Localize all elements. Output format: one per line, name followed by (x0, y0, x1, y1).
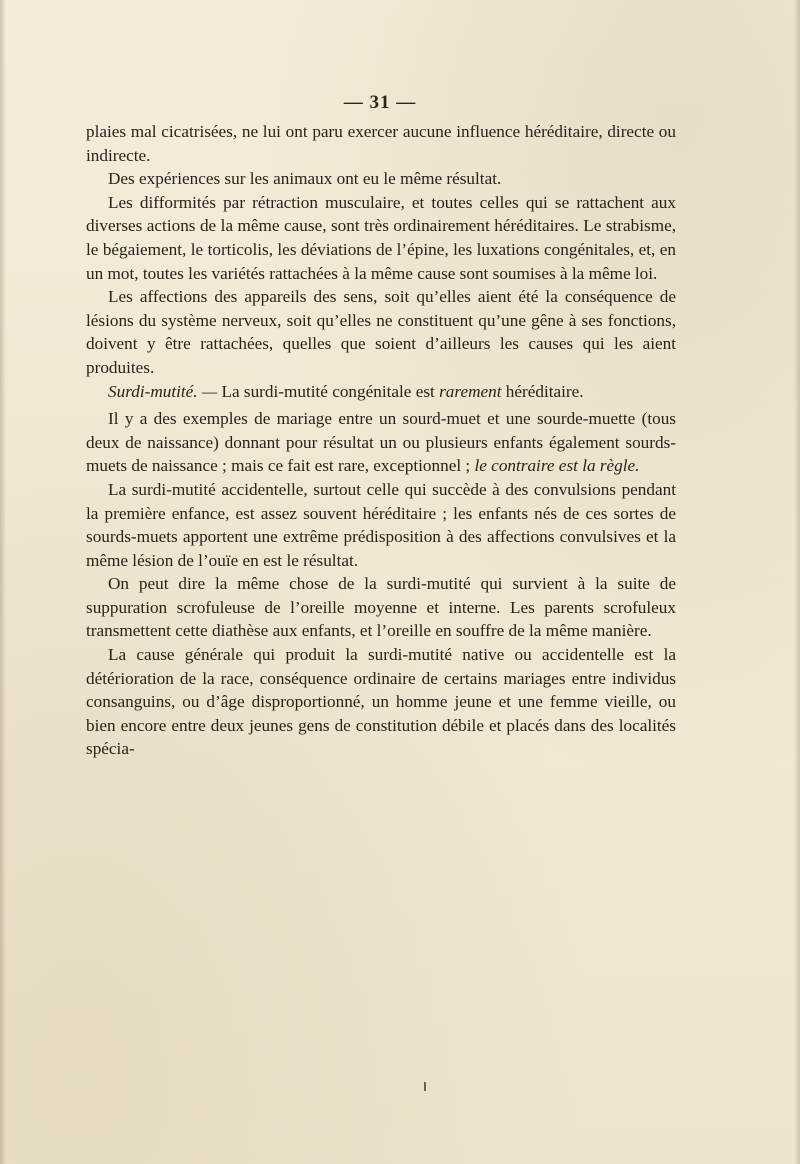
ink-mark (424, 1082, 426, 1091)
paragraph-text: La surdi-mutité congénitale est (217, 381, 440, 401)
paragraph-text: Les affections des appareils des sens, soit qu’elles aient été la conséquence de lésions du système nerveux, soit qu’elles ne constituent qu’une gêne à ses fonctions, doivent y être rattachées, quelles que soient d’ailleurs les causes qui les aient produites. (86, 287, 676, 377)
page-number: — 31 — (343, 92, 417, 113)
section-paragraph-surdi-mutite (86, 380, 676, 404)
paragraph (86, 478, 676, 572)
paragraph (86, 285, 676, 379)
emphasis-text: rarement (439, 381, 502, 401)
page-edge-shadow-right (794, 0, 800, 1164)
paragraph (86, 407, 676, 478)
paragraph (86, 643, 676, 761)
paragraph-text: La surdi-mutité accidentelle, surtout celle qui succède à des convulsions pendant la première enfance, est assez souvent héréditaire ; les enfants nés de ces sortes de sourds-muets apportent une extrême prédisposition à des affections convulsives et la même lésion de l’ouïe en est le résultat. (86, 479, 676, 570)
paragraph (86, 191, 676, 285)
paragraph-text: plaies mal cicatrisées, ne lui ont paru exercer aucune influence héréditaire, directe ou indirecte. (86, 122, 676, 165)
emphasis-text: le contraire est la règle. (474, 456, 640, 476)
paragraph-text: Les difformités par rétraction musculaire, et toutes celles qui se rattachent aux diverses actions de la même cause, sont très ordinairement héréditaires. Le strabisme, le bégaiement, le torticolis, les déviations de l’épine, les luxations congénitales, et, en un mot, toutes les variétés rattachées à la même cause sont soumises à la même loi. (86, 192, 676, 283)
body-text (86, 120, 676, 761)
paragraph (86, 120, 676, 167)
paragraph-text: héréditaire. (501, 381, 584, 401)
section-lead: Surdi-mutité. — (108, 381, 218, 401)
paragraph (86, 572, 676, 643)
paragraph-text: On peut dire la même chose de la surdi-mutité qui survient à la suite de suppuration scrofuleuse de l’oreille moyenne et interne. Les parents scrofuleux transmettent cette diathèse aux enfants, et l’oreille en souffre de la même manière. (86, 574, 676, 641)
paragraph-text: Il y a des exemples de mariage entre un sourd-muet et une sourde-muette (tous deux de naissance) donnant pour résultat un ou plusieurs enfants également sourds-muets de naissance ; mais ce fait est rare, exceptionnel ; (86, 409, 676, 476)
page-edge-shadow-left (0, 0, 6, 1164)
paragraph-text: Des expériences sur les animaux ont eu le même résultat. (108, 169, 502, 189)
paragraph-text: La cause générale qui produit la surdi-mutité native ou accidentelle est la détérioration de la race, conséquence ordinaire de certains mariages entre individus consanguins, ou d’âge disproportionné, un homme jeune et une femme vieille, ou bien encore entre deux jeunes gens de constitution débile et placés dans des localités spécia- (86, 645, 676, 759)
paragraph (86, 167, 676, 191)
